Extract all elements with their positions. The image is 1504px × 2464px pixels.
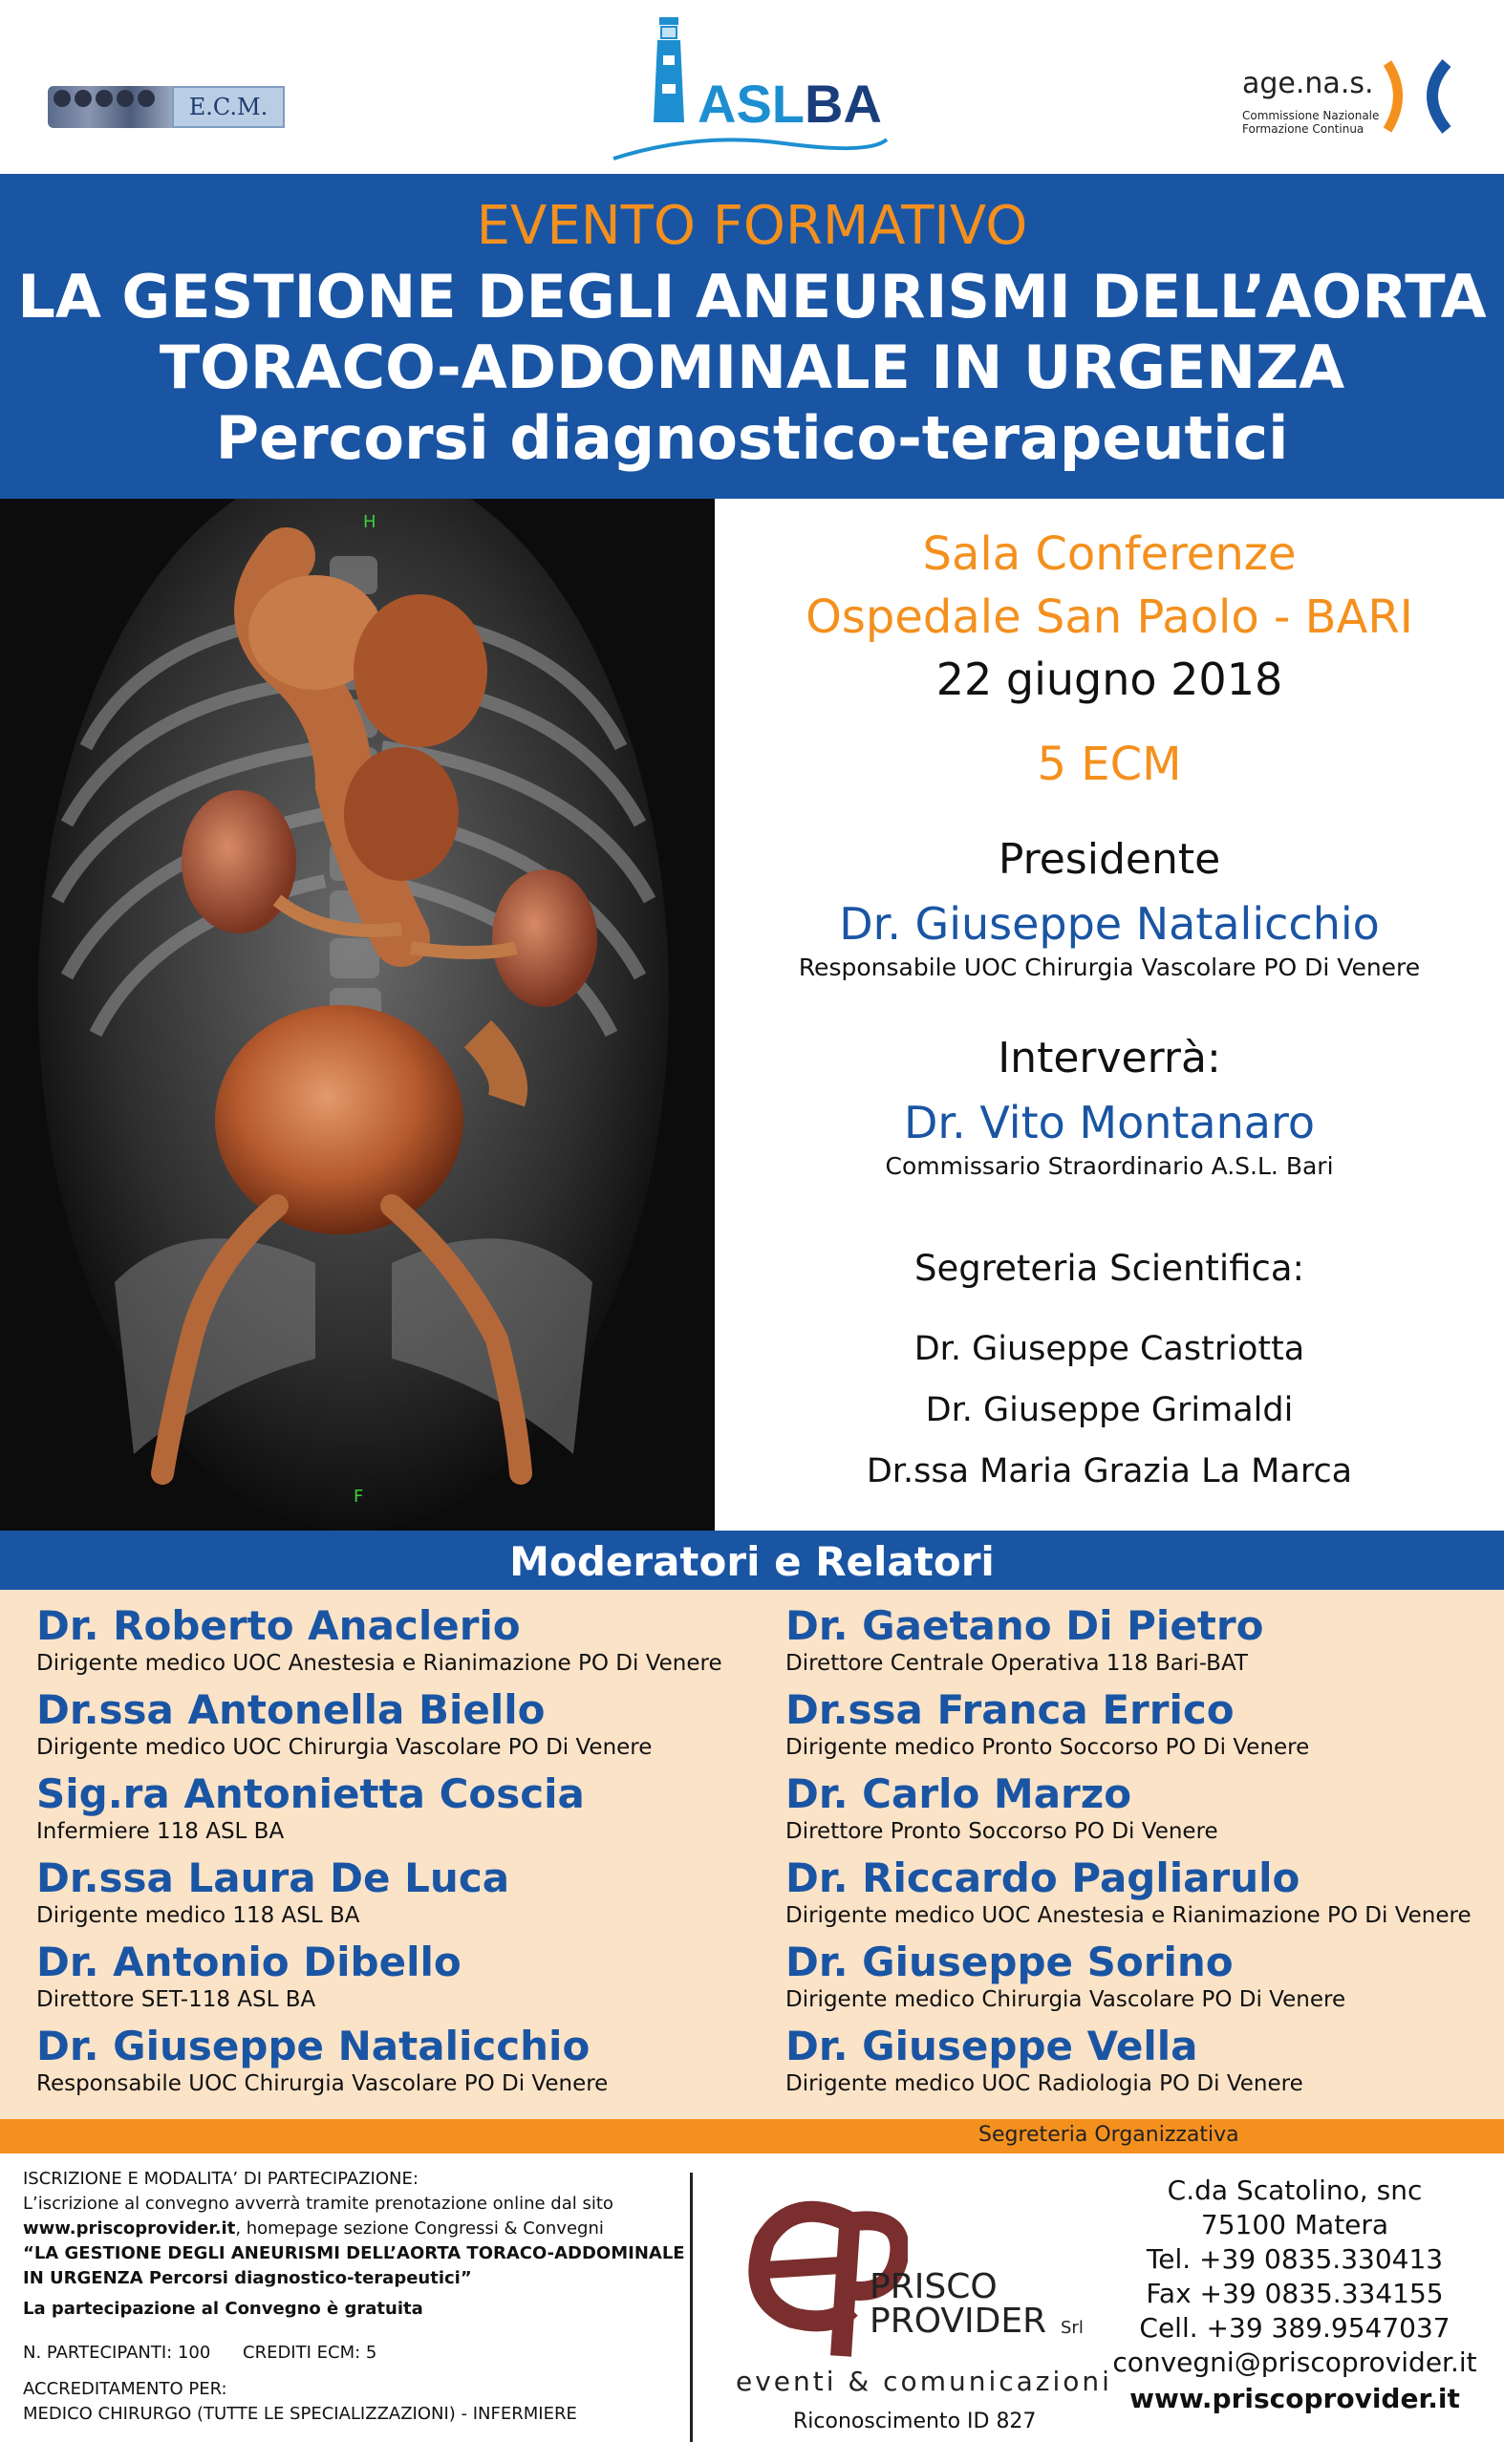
prisco-provider-logo [726, 2175, 1112, 2452]
agenas-subtitle-1: Commissione Nazionale [1242, 109, 1380, 122]
relatore [36, 1603, 763, 1678]
wave-icon [612, 130, 889, 162]
relatore-name: Dr.ssa Franca Errico [785, 1686, 1235, 1733]
relatore-name: Dr. Carlo Marzo [785, 1770, 1132, 1817]
interverra-heading: Interverrà: [998, 1034, 1221, 1082]
relatore-name: Dr. Antonio Dibello [36, 1939, 462, 1985]
registration-line-3: “LA GESTIONE DEGLI ANEURISMI DELL’AORTA TORACO-ADDOMINALE [23, 2243, 685, 2263]
relatore [785, 1771, 1504, 1846]
interverra-name: Dr. Vito Montanaro [904, 1097, 1315, 1148]
contact-fax: Fax +39 0835.334155 [1146, 2278, 1444, 2309]
contact-address-1: C.da Scatolino, snc [1167, 2175, 1423, 2206]
relatore-name: Dr. Giuseppe Vella [785, 2023, 1198, 2069]
relatore-role: Dirigente medico Pronto Soccorso PO Di Venere [785, 1735, 1310, 1760]
accreditation-text: MEDICO CHIRURGO (TUTTE LE SPECIALIZZAZIONI) - INFERMIERE [23, 2404, 577, 2424]
contact-website[interactable]: www.priscoprovider.it [1129, 2383, 1460, 2414]
contact-address-2: 75100 Matera [1200, 2209, 1389, 2240]
ecm-credits: 5 ECM [1037, 738, 1182, 791]
relatore-role: Infermiere 118 ASL BA [36, 1819, 285, 1844]
relatore [785, 1603, 1504, 1678]
registration-line-5: La partecipazione al Convegno è gratuita [23, 2299, 423, 2319]
registration-line-4: IN URGENZA Percorsi diagnostico-terapeutici” [23, 2268, 472, 2288]
relatore-role: Dirigente medico UOC Anestesia e Rianimazione PO Di Venere [785, 1903, 1472, 1928]
relatore-name: Dr.ssa Antonella Biello [36, 1686, 546, 1733]
relatore-name: Dr.ssa Laura De Luca [36, 1854, 510, 1901]
title-line-2: TORACO-ADDOMINALE IN URGENZA [159, 332, 1345, 402]
interverra-role: Commissario Straordinario A.S.L. Bari [885, 1152, 1334, 1180]
moderatori-band [0, 1531, 1504, 1590]
segreteria-member: Dr.ssa Maria Grazia La Marca [866, 1452, 1353, 1490]
segreteria-organizzativa-label: Segreteria Organizzativa [978, 2123, 1239, 2147]
header [0, 0, 1504, 174]
relatore-name: Dr. Roberto Anaclerio [36, 1602, 521, 1649]
event-info-panel [715, 499, 1504, 1531]
relatore [36, 1855, 763, 1930]
relatore [36, 1939, 763, 2014]
agenas-x-icon [1380, 57, 1456, 134]
presidente-role: Responsabile UOC Chirurgia Vascolare PO Di Venere [798, 953, 1421, 981]
relatore-name: Dr. Gaetano Di Pietro [785, 1602, 1264, 1649]
segreteria-scientifica-heading: Segreteria Scientifica: [914, 1248, 1304, 1289]
relatore-name: Dr. Riccardo Pagliarulo [785, 1854, 1300, 1901]
footer [0, 2153, 1504, 2464]
scan-marker-top: H [363, 512, 376, 532]
ecm-label: E.C.M. [172, 86, 285, 128]
relatore-role: Direttore Centrale Operativa 118 Bari-BAT [785, 1651, 1248, 1676]
relatore-role: Direttore Pronto Soccorso PO Di Venere [785, 1819, 1218, 1844]
prisco-name-2: PROVIDER [870, 2302, 1047, 2341]
moderatori-heading: Moderatori e Relatori [509, 1538, 995, 1585]
ecm-group-photo [48, 86, 172, 128]
segreteria-member: Dr. Giuseppe Grimaldi [925, 1391, 1294, 1429]
prisco-srl: Srl [1061, 2318, 1084, 2338]
venue-line-1: Sala Conferenze [922, 527, 1297, 581]
ecm-credits-count: CREDITI ECM: 5 [243, 2343, 377, 2363]
relatore-role: Dirigente medico Chirurgia Vascolare PO Di Venere [785, 1987, 1346, 2012]
asl-ba-wordmark: ASLBA [698, 74, 882, 134]
relatore [36, 1771, 763, 1846]
scan-marker-bottom: F [354, 1487, 364, 1507]
lighthouse-icon [650, 17, 688, 122]
relatore-name: Dr. Giuseppe Sorino [785, 1939, 1234, 1985]
segreteria-member: Dr. Giuseppe Castriotta [913, 1330, 1305, 1368]
segreteria-organizzativa-strip [0, 2119, 1504, 2153]
relatore [36, 2024, 763, 2098]
ct-angiography-image [0, 499, 715, 1531]
relatore [785, 2024, 1504, 2098]
event-type: EVENTO FORMATIVO [476, 195, 1028, 257]
event-date: 22 giugno 2018 [935, 653, 1283, 705]
relatore-role: Responsabile UOC Chirurgia Vascolare PO Di Venere [36, 2071, 609, 2096]
prisco-recognition: Riconoscimento ID 827 [793, 2410, 1037, 2433]
relatore-role: Direttore SET-118 ASL BA [36, 1987, 316, 2012]
agenas-name: age.na.s. [1242, 67, 1374, 100]
agenas-subtitle-2: Formazione Continua [1242, 122, 1364, 136]
relatore-name: Dr. Giuseppe Natalicchio [36, 2023, 591, 2069]
venue-line-2: Ospedale San Paolo - BARI [806, 590, 1413, 644]
title-line-3: Percorsi diagnostico-terapeutici [215, 403, 1289, 473]
contact-cell: Cell. +39 389.9547037 [1139, 2312, 1450, 2344]
relatore [785, 1687, 1504, 1762]
asl-ba-logo [612, 17, 889, 161]
registration-line-2: www.priscoprovider.it, homepage sezione Congressi & Convegni [23, 2218, 604, 2239]
relatore-role: Dirigente medico UOC Anestesia e Rianimazione PO Di Venere [36, 1651, 722, 1676]
relatori-list [0, 1590, 1504, 2119]
registration-heading: ISCRIZIONE E MODALITA’ DI PARTECIPAZIONE: [23, 2169, 419, 2189]
relatore [785, 1939, 1504, 2014]
presidente-heading: Presidente [998, 835, 1221, 884]
registration-site-link[interactable]: www.priscoprovider.it [23, 2218, 236, 2239]
footer-divider [690, 2173, 693, 2442]
prisco-tagline: eventi & comunicazioni [736, 2366, 1112, 2397]
registration-line-1: L’iscrizione al convegno avverrà tramite prenotazione online dal sito [23, 2194, 613, 2214]
ecm-logo [48, 78, 287, 136]
relatore-role: Dirigente medico UOC Chirurgia Vascolare PO Di Venere [36, 1735, 653, 1760]
relatore [785, 1855, 1504, 1930]
relatore-role: Dirigente medico UOC Radiologia PO Di Venere [785, 2071, 1303, 2096]
title-band [0, 174, 1504, 499]
contact-tel: Tel. +39 0835.330413 [1146, 2243, 1444, 2275]
title-line-1: LA GESTIONE DEGLI ANEURISMI DELL’AORTA [17, 262, 1487, 332]
prisco-name-1: PRISCO [870, 2267, 998, 2306]
relatore [36, 1687, 763, 1762]
relatore-name: Sig.ra Antonietta Coscia [36, 1770, 585, 1817]
presidente-name: Dr. Giuseppe Natalicchio [839, 898, 1380, 950]
participants-count: N. PARTECIPANTI: 100 [23, 2343, 211, 2363]
contact-email[interactable]: convegni@priscoprovider.it [1112, 2346, 1477, 2378]
relatore-role: Dirigente medico 118 ASL BA [36, 1903, 360, 1928]
accreditation-heading: ACCREDITAMENTO PER: [23, 2379, 227, 2399]
agenas-logo [1242, 57, 1462, 153]
